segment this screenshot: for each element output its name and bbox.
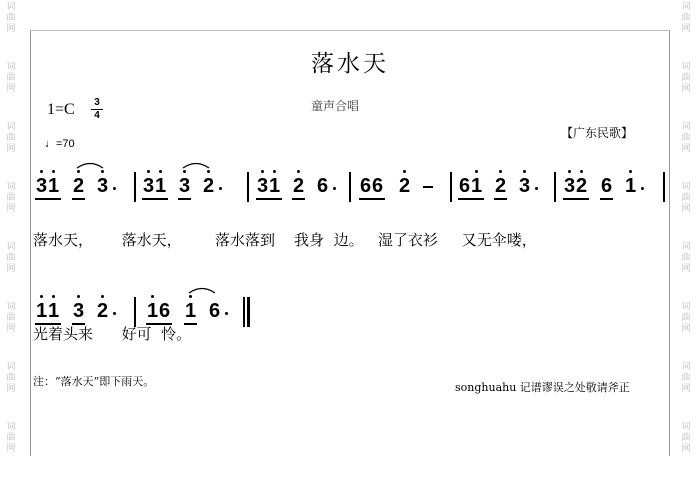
watermark-text: 词 曲 网 <box>681 362 691 394</box>
lyrics-line-2: 光着头来 好可 怜。 <box>33 325 192 343</box>
note: 6 <box>360 175 372 197</box>
octave-dot <box>159 170 162 173</box>
note: 2 <box>97 300 109 322</box>
note: 1 <box>155 175 167 197</box>
beam-underline <box>563 198 589 200</box>
watermark-text: 词 曲 网 <box>681 2 691 34</box>
augmentation-dot <box>113 312 116 315</box>
note: 6 <box>209 300 221 322</box>
barline <box>134 172 136 202</box>
octave-dot <box>629 170 632 173</box>
note: 3 <box>257 175 269 197</box>
note: 2 <box>495 175 507 197</box>
note: 1 <box>625 175 637 197</box>
octave-dot <box>183 170 186 173</box>
octave-dot <box>151 295 154 298</box>
watermark-strip-right <box>675 0 697 478</box>
note: 1 <box>48 300 60 322</box>
barline <box>243 297 245 327</box>
note: 1 <box>147 300 159 322</box>
beam-underline <box>359 198 385 200</box>
barline <box>663 172 665 202</box>
watermark-text: 词 曲 网 <box>681 122 691 154</box>
beam-underline <box>494 198 507 200</box>
octave-dot <box>523 170 526 173</box>
watermark-text: 词 曲 网 <box>6 422 16 454</box>
octave-dot <box>273 170 276 173</box>
time-signature-bottom: 4 <box>94 110 100 121</box>
watermark-text: 词 曲 网 <box>6 362 16 394</box>
note: 2 <box>73 175 85 197</box>
octave-dot <box>580 170 583 173</box>
barline <box>247 172 249 202</box>
octave-dot <box>568 170 571 173</box>
note: 6 <box>372 175 384 197</box>
note: 3 <box>73 300 85 322</box>
beam-underline <box>35 198 61 200</box>
octave-dot <box>40 295 43 298</box>
transcriber-credit: songhuahu 记谱谬误之处敬请斧正 <box>455 381 630 394</box>
note: 3 <box>564 175 576 197</box>
score-sheet <box>30 30 670 456</box>
watermark-text: 词 曲 网 <box>681 302 691 334</box>
note: 1 <box>36 300 48 322</box>
octave-dot <box>403 170 406 173</box>
octave-dot <box>101 295 104 298</box>
watermark-text: 词 曲 网 <box>6 62 16 94</box>
note: 6 <box>459 175 471 197</box>
octave-dot <box>101 170 104 173</box>
augmentation-dot <box>225 312 228 315</box>
watermark-text: 词 曲 网 <box>6 302 16 334</box>
octave-dot <box>77 295 80 298</box>
octave-dot <box>40 170 43 173</box>
beam-underline <box>458 198 484 200</box>
note: 2 <box>576 175 588 197</box>
note: 3 <box>36 175 48 197</box>
score-title: 落水天 <box>311 51 389 77</box>
watermark-text: 词 曲 网 <box>6 242 16 274</box>
octave-dot <box>207 170 210 173</box>
octave-dot <box>147 170 150 173</box>
augmentation-dot <box>333 187 336 190</box>
time-signature-top: 3 <box>94 97 100 108</box>
watermark-text: 词 曲 网 <box>681 182 691 214</box>
note: 2 <box>399 175 411 197</box>
note: 6 <box>159 300 171 322</box>
note: 3 <box>519 175 531 197</box>
note: 1 <box>269 175 281 197</box>
octave-dot <box>77 170 80 173</box>
note: 1 <box>48 175 60 197</box>
watermark-text: 词 曲 网 <box>681 62 691 94</box>
watermark-text: 词 曲 网 <box>681 242 691 274</box>
song-origin: 【广东民歌】 <box>561 126 634 140</box>
note: 3 <box>179 175 191 197</box>
note: 1 <box>471 175 483 197</box>
octave-dot <box>189 295 192 298</box>
slur <box>189 289 215 294</box>
note: 2 <box>293 175 305 197</box>
watermark-strip-left <box>0 0 22 478</box>
octave-dot <box>475 170 478 173</box>
barline <box>554 172 556 202</box>
beam-underline <box>600 198 613 200</box>
augmentation-dot <box>641 187 644 190</box>
beam-underline <box>256 198 282 200</box>
slur <box>183 164 209 169</box>
watermark-text: 词 曲 网 <box>6 2 16 34</box>
octave-dot <box>261 170 264 173</box>
barline <box>247 297 250 327</box>
note: 6 <box>601 175 613 197</box>
augmentation-dot <box>219 187 222 190</box>
watermark-text: 词 曲 网 <box>6 122 16 154</box>
watermark-text: 词 曲 网 <box>6 182 16 214</box>
octave-dot <box>297 170 300 173</box>
augmentation-dot <box>113 187 116 190</box>
beam-underline <box>292 198 305 200</box>
key-signature: 1=C <box>47 101 75 118</box>
barline <box>349 172 351 202</box>
note: 3 <box>97 175 109 197</box>
footnote: 注：“落水天”即下雨天。 <box>33 375 155 388</box>
octave-dot <box>499 170 502 173</box>
note: 3 <box>143 175 155 197</box>
beam-underline <box>142 198 168 200</box>
barline <box>450 172 452 202</box>
tempo-marking: ♩=70 <box>45 138 75 150</box>
performance-type: 童声合唱 <box>311 99 360 113</box>
watermark-text: 词 曲 网 <box>681 422 691 454</box>
note: 6 <box>317 175 329 197</box>
slur <box>77 164 103 169</box>
octave-dot <box>52 295 55 298</box>
octave-dot <box>52 170 55 173</box>
beam-underline <box>72 198 85 200</box>
beam-underline <box>178 198 191 200</box>
lyrics-line-1: 落水天， 落水天， 落水落到 我身 边。 湿了衣衫 又无伞喽， <box>33 231 537 249</box>
sustain-dash <box>423 186 433 188</box>
note: 2 <box>203 175 215 197</box>
augmentation-dot <box>535 187 538 190</box>
note: 1 <box>185 300 197 322</box>
